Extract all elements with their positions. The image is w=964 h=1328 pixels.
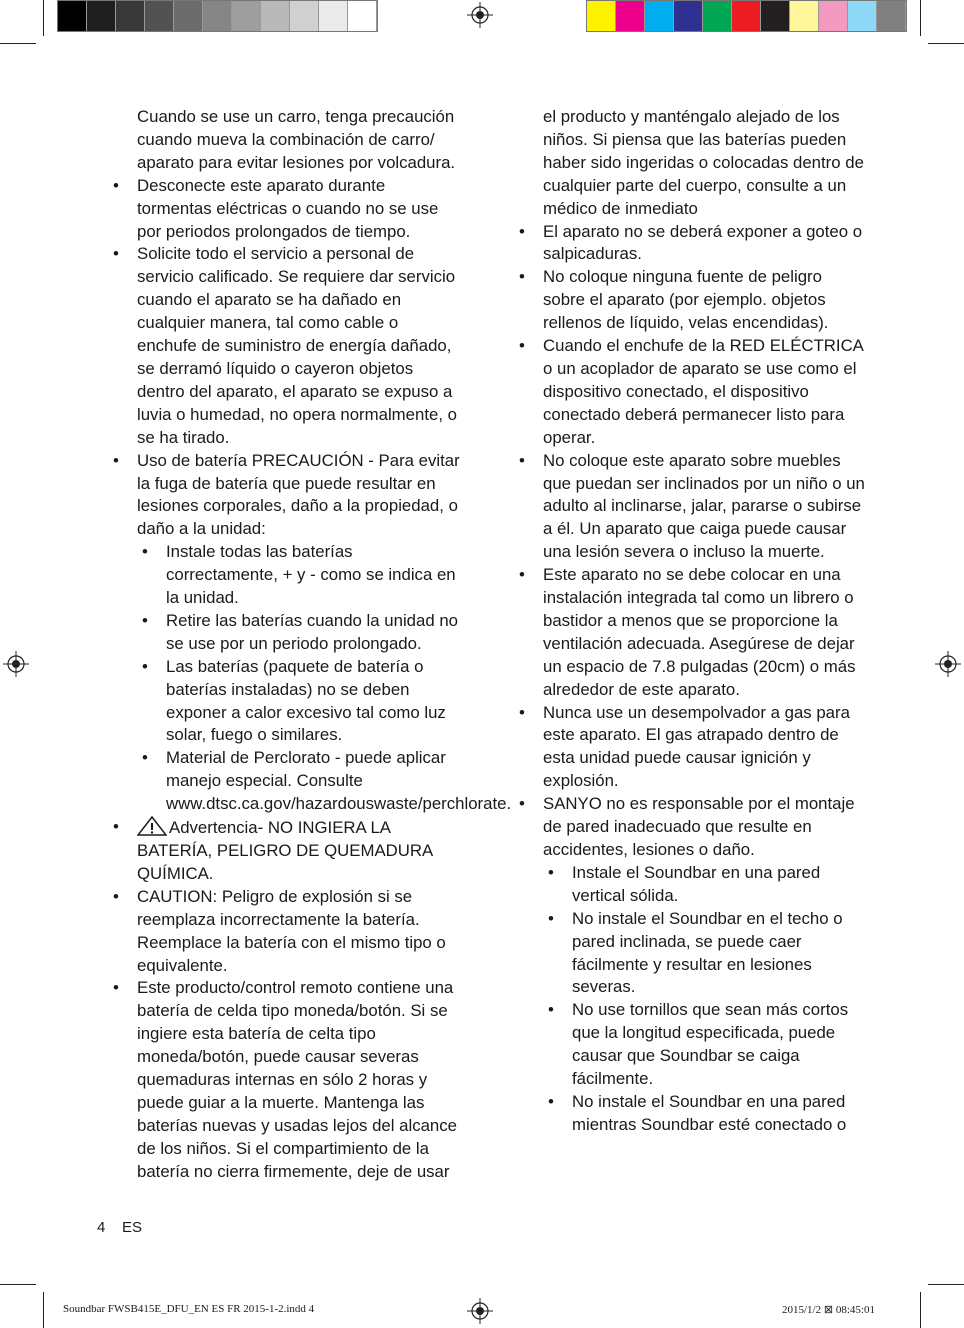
list-item: • No coloque este aparato sobre muebles que puedan ser inclinados por un niño o un adulto al inclinarse, jalar, pararse o subirse a él. Un aparato que caiga puede causar una lesión severa o incluso la muerte.	[520, 450, 866, 565]
color-swatch	[703, 1, 732, 31]
list-item: • Cuando el enchufe de la RED ELÉCTRICA o un acoplador de aparato se use como el dispositivo conectado, el dispositivo conectado deberá permanecer listo para operar.	[520, 335, 866, 450]
sub-list-item: • No instale el Soundbar en el techo o pared inclinada, se puede caer fácilmente y resultar en lesiones severas.	[543, 908, 866, 1000]
color-swatch	[761, 1, 790, 31]
process-color-bar	[586, 0, 907, 32]
color-swatch	[877, 1, 906, 31]
gray-swatch	[261, 1, 290, 31]
sub-list-item: • No use tornillos que sean más cortos que la longitud especificada, puede causar que Soundbar se caiga fácilmente.	[543, 999, 866, 1091]
cart-caution-paragraph: Cuando se use un carro, tenga precaución cuando mueva la combinación de carro/ aparato para evitar lesiones por volcadura.	[137, 107, 456, 172]
list-item: • Desconecte este aparato durante tormentas eléctricas o cuando no se use por periodos prolongados de tiempo.	[114, 175, 460, 244]
list-item: • El aparato no se deberá exponer a goteo o salpicaduras.	[520, 221, 866, 267]
color-swatch	[674, 1, 703, 31]
sub-list-item: • Retire las baterías cuando la unidad no se use por un periodo prolongado.	[137, 610, 460, 656]
sub-list-item: • No instale el Soundbar en una pared mientras Soundbar esté conectado o	[543, 1091, 866, 1137]
file-slug: Soundbar FWSB415E_DFU_EN ES FR 2015-1-2.indd 4	[63, 1303, 315, 1315]
crop-mark	[920, 1292, 921, 1328]
list-item: • Este aparato no se debe colocar en una instalación integrada tal como un librero o bastidor a menos que se proporcione la ventilación adecuada. Asegúrese de dejar un espacio de 7.8 pulgadas (20cm) o más alrededor de este aparato.	[520, 564, 866, 701]
print-timestamp: 2015/1/2 ⊠ 08:45:01	[782, 1304, 875, 1316]
registration-mark-icon	[935, 651, 961, 677]
sub-list-item: • Instale el Soundbar en una pared vertical sólida.	[543, 862, 866, 908]
right-column	[520, 106, 866, 1137]
warning-triangle-icon	[137, 816, 167, 836]
color-swatch	[790, 1, 819, 31]
gray-swatch	[87, 1, 116, 31]
warning-text: Advertencia- NO INGIERA LA BATERÍA, PELIGRO DE QUEMADURA QUÍMICA.	[137, 818, 433, 883]
crop-mark	[928, 43, 964, 44]
left-column	[114, 106, 512, 1184]
gray-swatch	[58, 1, 87, 31]
battery-warning-item	[114, 816, 460, 886]
color-swatch	[587, 1, 616, 31]
color-swatch	[848, 1, 877, 31]
continuation-paragraph: el producto y manténgalo alejado de los niños. Si piensa que las baterías pueden haber sido ingeridas o colocadas dentro de cualquier parte del cuerpo, consulte a un médico de inmediato	[543, 107, 864, 218]
gray-swatch	[145, 1, 174, 31]
sub-list-item: • Material de Perclorato - puede aplicar manejo especial. Consulte www.dtsc.ca.gov/hazardouswaste/perchlorate.	[137, 747, 460, 816]
color-swatch	[732, 1, 761, 31]
battery-sublist	[114, 541, 512, 816]
registration-mark-icon	[467, 2, 493, 28]
list-item: • Solicite todo el servicio a personal de servicio calificado. Se requiere dar servicio cuando el aparato se ha dañado en cualquier manera, tal como cable o enchufe de suministro de energía dañado, se derramó líquido o cayeron objetos dentro del aparato, el aparato se expuso a luvia o humedad, no opera normalmente, o se ha tirado.	[114, 243, 460, 449]
color-swatch	[616, 1, 645, 31]
crop-mark	[928, 1284, 964, 1285]
list-item: • No coloque ninguna fuente de peligro sobre el aparato (por ejemplo. objetos rellenos de líquido, velas encendidas).	[520, 266, 866, 335]
sub-list-item: • Las baterías (paquete de batería o baterías instaladas) no se deben exponer a calor excesivo tal como luz solar, fuego o similares.	[137, 656, 460, 748]
list-item: • Nunca use un desempolvador a gas para este aparato. El gas atrapado dentro de esta unidad puede causar ignición y explosión.	[520, 702, 866, 794]
gray-swatch	[232, 1, 261, 31]
gray-swatch	[116, 1, 145, 31]
page-folio	[97, 1219, 142, 1236]
crop-mark	[43, 1292, 44, 1328]
crop-mark	[920, 0, 921, 36]
gray-swatch	[319, 1, 348, 31]
crop-mark	[0, 43, 36, 44]
registration-mark-icon	[3, 651, 29, 677]
gray-swatch	[348, 1, 377, 31]
color-swatch	[645, 1, 674, 31]
list-item: • Este producto/control remoto contiene una batería de celda tipo moneda/botón. Si se ingiere esta batería de celta tipo moneda/botón, puede causar severas quemaduras internas en sólo 2 horas y puede guiar a la muerte. Mantenga las baterías nuevas y usadas lejos del alcance de los niños. Si el compartimiento de la batería no cierra firmemente, deje de usar	[114, 977, 460, 1183]
registration-mark-icon	[467, 1298, 493, 1324]
color-swatch	[819, 1, 848, 31]
list-item: • Uso de batería PRECAUCIÓN - Para evitar la fuga de batería que puede resultar en lesiones corporales, daño a la propiedad, o daño a la unidad:	[114, 450, 460, 542]
list-item: • CAUTION: Peligro de explosión si se reemplaza incorrectamente la batería. Reemplace la batería con el mismo tipo o equivalente.	[114, 886, 460, 978]
gray-swatch	[203, 1, 232, 31]
gray-swatch	[174, 1, 203, 31]
mounting-sublist	[520, 862, 866, 1137]
gray-swatch	[290, 1, 319, 31]
language-code: ES	[122, 1219, 143, 1236]
gray-color-bar	[57, 0, 378, 32]
crop-mark	[0, 1284, 36, 1285]
list-item: • SANYO no es responsable por el montaje de pared inadecuado que resulte en accidentes, lesiones o daño.	[520, 793, 866, 862]
crop-mark	[43, 0, 44, 36]
page-number: 4	[97, 1219, 106, 1236]
sub-list-item: • Instale todas las baterías correctamente, + y - como se indica en la unidad.	[137, 541, 460, 610]
